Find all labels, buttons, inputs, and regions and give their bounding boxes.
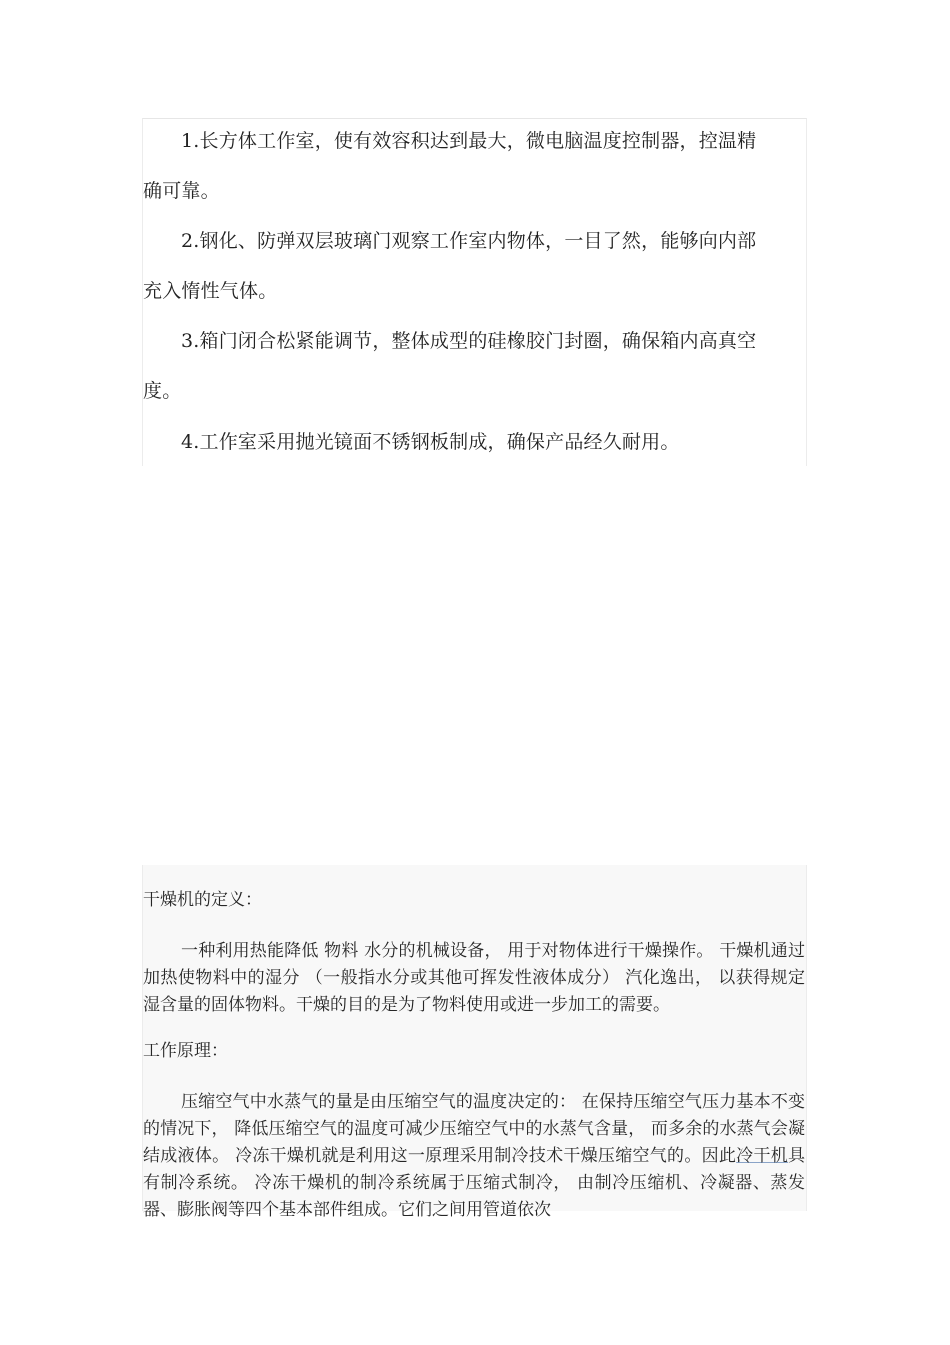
dryer-info-section <box>142 865 807 1220</box>
feature-item-3: 3.箱门闭合松紧能调节，整体成型的硅橡胶门封圈，确保箱内高真空度。 <box>143 330 757 402</box>
refrigerated-dryer-link[interactable]: 冷干机 <box>736 1146 789 1166</box>
feature-item-2: 2.钢化、防弹双层玻璃门观察工作室内物体，一目了然，能够向内部充入惰性气体。 <box>143 230 757 302</box>
definition-heading: 干燥机的定义： <box>143 890 262 910</box>
feature-item-1: 1.长方体工作室，使有效容积达到最大，微电脑温度控制器，控温精确可靠。 <box>143 130 757 202</box>
feature-item-4: 4.工作室采用抛光镜面不锈钢板制成，确保产品经久耐用。 <box>181 431 680 453</box>
feature-list-section <box>142 118 807 466</box>
principle-text-before-link: 压缩空气中水蒸气的量是由压缩空气的温度决定的： 在保持压缩空气压力基本不变的情况下， 降低压缩空气的温度可减少压缩空气中的水蒸气含量， 而多余的水蒸气会凝结成液体。 冷冻干燥机就是利用这一原理采用制冷技术干燥压缩空气的。因此 <box>143 1092 805 1166</box>
definition-paragraph: 一种利用热能降低 物料 水分的机械设备， 用于对物体进行干燥操作。 干燥机通过加热使物料中的湿分 （一般指水分或其他可挥发性液体成分） 汽化逸出， 以获得规定湿含量的固体物料。干燥的目的是为了物料使用或进一步加工的需要。 <box>143 941 805 1015</box>
principle-heading: 工作原理： <box>143 1041 228 1061</box>
principle-paragraph <box>143 1089 805 1224</box>
principle-text-after-link: 具有制冷系统。 冷冻干燥机的制冷系统属于压缩式制冷， 由制冷压缩机、冷凝器、蒸发器、膨胀阀等四个基本部件组成。它们之间用管道依次 <box>143 1146 806 1220</box>
